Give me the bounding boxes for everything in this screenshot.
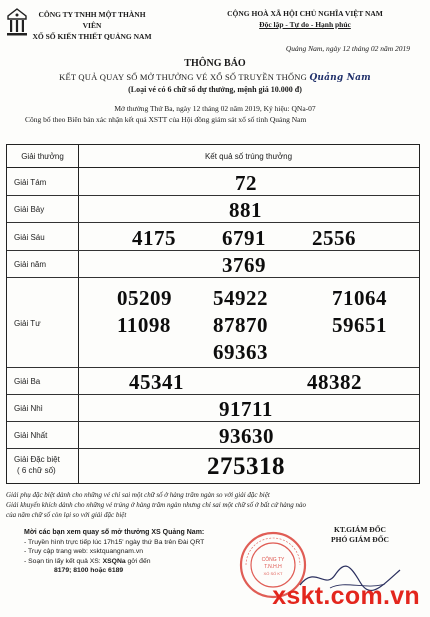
- sms-code: XSQNa: [102, 557, 126, 565]
- signer-block: [300, 525, 420, 545]
- note-line: Giải khuyến khích dành cho những vé trúng ở hàng trăm ngàn nhưng chỉ sai một chữ số ở bất cứ hàng nào: [6, 501, 306, 509]
- how-to-item: - Truyền hình trực tiếp lúc 17h15' ngày thứ Ba trên Đài QRT: [24, 538, 205, 546]
- winning-number: 45341: [129, 370, 184, 394]
- note-line: Giải phụ đặc biệt dành cho những vé chỉ sai một chữ số ở hàng trăm ngàn so với giải đặc biệt: [6, 491, 270, 499]
- signer-title-1: KT.GIÁM ĐỐC: [334, 525, 386, 534]
- svg-text:XỔ SỐ KT: XỔ SỐ KT: [263, 571, 283, 576]
- prize-label: Giải Đặc biệt: [14, 455, 60, 464]
- winning-number: 4175: [132, 226, 176, 250]
- prize-notes: [6, 490, 306, 520]
- prize-label: Giải năm: [14, 260, 47, 269]
- winning-number: 69363: [213, 340, 268, 364]
- ticket-info: (Loại vé có 6 chữ số dự thưởng, mệnh giá 10.000 đ): [128, 85, 302, 94]
- column-header-result: Kết quả số trúng thưởng: [78, 145, 419, 168]
- winning-number: 54922: [213, 286, 268, 310]
- table-row: [7, 449, 419, 483]
- result-title-text: KẾT QUẢ QUAY SỐ MỞ THƯỞNG VÉ XỔ SỐ TRUYỀN THỐNG: [59, 72, 307, 82]
- site-watermark: xskt.com.vn: [272, 582, 420, 610]
- how-to-item: [24, 557, 264, 567]
- prize-label: Giải Sáu: [14, 233, 45, 242]
- winning-number: 91711: [219, 397, 273, 421]
- table-row: [7, 169, 419, 196]
- sms-numbers: 8179; 8100 hoặc 6189: [54, 567, 124, 574]
- table-row: [7, 223, 419, 251]
- special-prize-number: 275318: [207, 453, 285, 480]
- winning-number: 2556: [312, 226, 356, 250]
- svg-text:T.N.H.H: T.N.H.H: [264, 564, 282, 570]
- table-row: [7, 395, 419, 422]
- prize-label: Giải Tám: [14, 178, 47, 187]
- winning-number: 48382: [307, 370, 362, 394]
- result-title: [0, 72, 430, 83]
- winning-number: 87870: [213, 313, 268, 337]
- table-row: [7, 368, 419, 395]
- draw-info: Mở thưởng Thứ Ba, ngày 12 tháng 02 năm 2019, Ký hiệu: QNa-07: [114, 104, 316, 113]
- table-row: [7, 251, 419, 278]
- prize-label: Giải Tư: [14, 319, 41, 328]
- note-line: của năm chữ số còn lại so với giải đặc biệt: [6, 511, 127, 519]
- company-line-2: XỔ SỐ KIẾN THIẾT QUẢNG NAM: [32, 32, 152, 41]
- winning-number: 881: [229, 198, 262, 222]
- winning-number: 05209: [117, 286, 172, 310]
- notice-title: THÔNG BÁO: [184, 58, 246, 69]
- column-header-prize: Giải thưởng: [7, 145, 78, 168]
- winning-number: 3769: [222, 253, 266, 277]
- how-to-heading: Mời các bạn xem quay số mở thưởng XS Quảng Nam:: [24, 529, 205, 536]
- company-line-1: CÔNG TY TNHH MỘT THÀNH VIÊN: [38, 10, 146, 30]
- company-logo-icon: [6, 8, 28, 38]
- sms-prefix: - Soạn tin lấy kết quả XS:: [24, 557, 101, 565]
- dateline: Quảng Nam, ngày 12 tháng 02 năm 2019: [285, 44, 410, 53]
- sms-suffix: gởi đến: [127, 557, 151, 565]
- announce-text: Công bố theo Biên bản xác nhận kết quả XSTT của Hội đồng giám sát xổ số tỉnh Quảng Nam: [25, 115, 307, 124]
- prize-label: Giải Nhất: [14, 431, 48, 440]
- signer-title-2: PHÓ GIÁM ĐỐC: [331, 535, 389, 544]
- company-name: [32, 9, 152, 42]
- how-to-watch: [24, 528, 264, 576]
- prize-sublabel: ( 6 chữ số): [17, 466, 56, 475]
- prize-label: Giải Nhì: [14, 404, 43, 413]
- republic-title: CỘNG HOÀ XÃ HỘI CHỦ NGHĨA VIỆT NAM: [227, 9, 383, 18]
- province-handwritten: Quảng Nam: [309, 73, 371, 83]
- table-row: [7, 422, 419, 449]
- prize-label: Giải Bảy: [14, 205, 45, 214]
- republic-header: [200, 8, 410, 30]
- how-to-item: - Truy cập trang web: xsktquangnam.vn: [24, 548, 144, 555]
- winning-number: 11098: [117, 313, 171, 337]
- winning-number: 59651: [332, 313, 387, 337]
- winning-number: 93630: [219, 424, 274, 448]
- winning-number: 71064: [332, 286, 387, 310]
- prize-label: Giải Ba: [14, 377, 41, 386]
- motto: Độc lập - Tự do - Hạnh phúc: [259, 20, 351, 29]
- winning-number: 72: [235, 171, 257, 195]
- table-row: [7, 196, 419, 223]
- table-row: [7, 278, 419, 368]
- winning-number: 6791: [222, 226, 266, 250]
- svg-text:CÔNG TY: CÔNG TY: [261, 557, 285, 563]
- results-table: [6, 144, 420, 484]
